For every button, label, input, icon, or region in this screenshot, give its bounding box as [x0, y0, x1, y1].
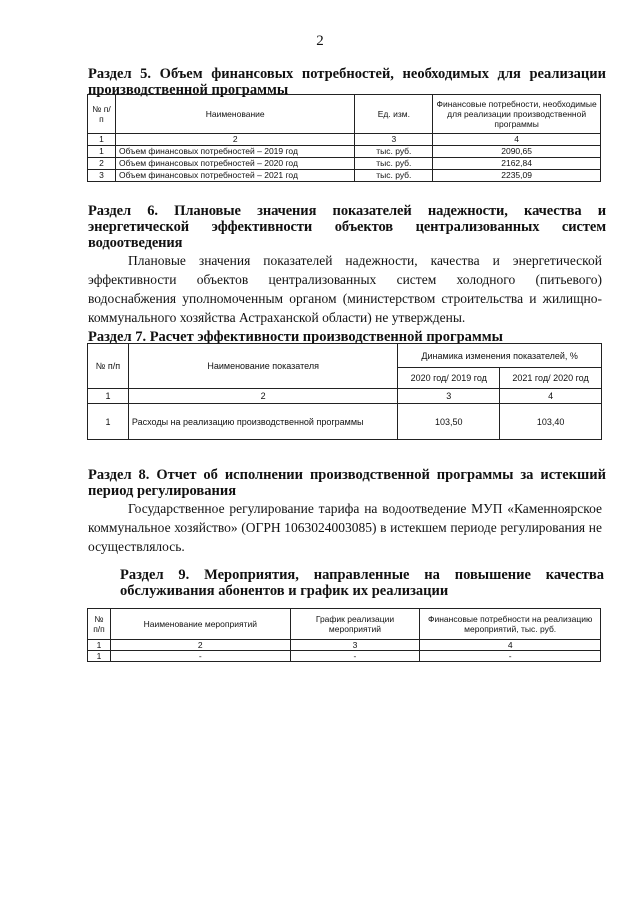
header-schedule: График реализации мероприятий: [290, 609, 420, 640]
table-header-row: [88, 609, 601, 640]
col-number: 3: [290, 640, 420, 651]
row-unit: тыс. руб.: [355, 170, 433, 182]
section7-heading: Раздел 7. Расчет эффективности производственной программы: [88, 329, 503, 345]
row-num: 1: [88, 404, 129, 440]
section8-text: Государственное регулирование тарифа на водоотведение МУП «Каменноярское коммунальное хозяйство» (ОГРН 1063024003085) в истекшем периоде регулирования не осуществлялось.: [88, 501, 602, 554]
column-number-row: [88, 640, 601, 651]
row-name: Объем финансовых потребностей – 2021 год: [115, 170, 354, 182]
efficiency-table: [87, 343, 602, 440]
header-year1: 2020 год/ 2019 год: [398, 368, 500, 389]
table-row: [88, 404, 602, 440]
header-name: Наименование мероприятий: [110, 609, 290, 640]
section8-heading: Раздел 8. Отчет об исполнении производственной программы за истекший период регулирования: [88, 467, 606, 499]
table-row: [88, 170, 601, 182]
table-row: [88, 158, 601, 170]
col-number: 4: [433, 134, 601, 146]
financial-needs-table: [87, 94, 601, 182]
row-value: 2235,09: [433, 170, 601, 182]
section6-heading: Раздел 6. Плановые значения показателей надежности, качества и энергетической эффективности объектов централизованных систем водоотведения: [88, 203, 606, 251]
table-header-row: [88, 344, 602, 368]
header-name: Наименование: [115, 95, 354, 134]
row-value-2021: 103,40: [500, 404, 602, 440]
col-number: 1: [88, 640, 111, 651]
col-number: 1: [88, 389, 129, 404]
col-number: 2: [115, 134, 354, 146]
row-schedule: -: [290, 651, 420, 662]
header-finance: Финансовые потребности, необходимые для реализации производственной программы: [433, 95, 601, 134]
col-number: 3: [355, 134, 433, 146]
col-number: 4: [500, 389, 602, 404]
section8-paragraph: [88, 499, 602, 556]
header-num: № п/п: [88, 95, 116, 134]
row-num: 1: [88, 146, 116, 158]
header-num: № п/п: [88, 344, 129, 389]
header-finance: Финансовые потребности на реализацию мероприятий, тыс. руб.: [420, 609, 601, 640]
table-header-row: [88, 95, 601, 134]
row-finance: -: [420, 651, 601, 662]
row-num: 1: [88, 651, 111, 662]
col-number: 4: [420, 640, 601, 651]
row-value: 2090,65: [433, 146, 601, 158]
header-name: Наименование показателя: [128, 344, 397, 389]
header-year2: 2021 год/ 2020 год: [500, 368, 602, 389]
row-name: Расходы на реализацию производственной программы: [128, 404, 397, 440]
col-number: 2: [128, 389, 397, 404]
col-number: 3: [398, 389, 500, 404]
col-number: 2: [110, 640, 290, 651]
page-number: 2: [316, 33, 324, 49]
row-name: -: [110, 651, 290, 662]
header-dynamics: Динамика изменения показателей, %: [398, 344, 602, 368]
row-value: 2162,84: [433, 158, 601, 170]
row-num: 3: [88, 170, 116, 182]
row-unit: тыс. руб.: [355, 146, 433, 158]
row-num: 2: [88, 158, 116, 170]
section9-heading: Раздел 9. Мероприятия, направленные на повышение качества обслуживания абонентов и график их реализации: [120, 567, 604, 599]
row-unit: тыс. руб.: [355, 158, 433, 170]
measures-table: [87, 608, 601, 662]
column-number-row: [88, 389, 602, 404]
row-name: Объем финансовых потребностей – 2019 год: [115, 146, 354, 158]
section6-paragraph: [88, 251, 602, 327]
col-number: 1: [88, 134, 116, 146]
row-name: Объем финансовых потребностей – 2020 год: [115, 158, 354, 170]
column-number-row: [88, 134, 601, 146]
header-unit: Ед. изм.: [355, 95, 433, 134]
section6-text: Плановые значения показателей надежности, качества и энергетической эффективности объектов централизованных систем холодного (питьевого) водоснабжения уполномоченным органом (министерством строительства и жилищно- коммунального хозяйства Астраханской области) не утверждены.: [88, 253, 602, 325]
table-row: [88, 146, 601, 158]
row-value-2020: 103,50: [398, 404, 500, 440]
table-row: [88, 651, 601, 662]
header-num: № п/п: [88, 609, 111, 640]
section5-heading: Раздел 5. Объем финансовых потребностей, необходимых для реализации производственной программы: [88, 66, 606, 98]
